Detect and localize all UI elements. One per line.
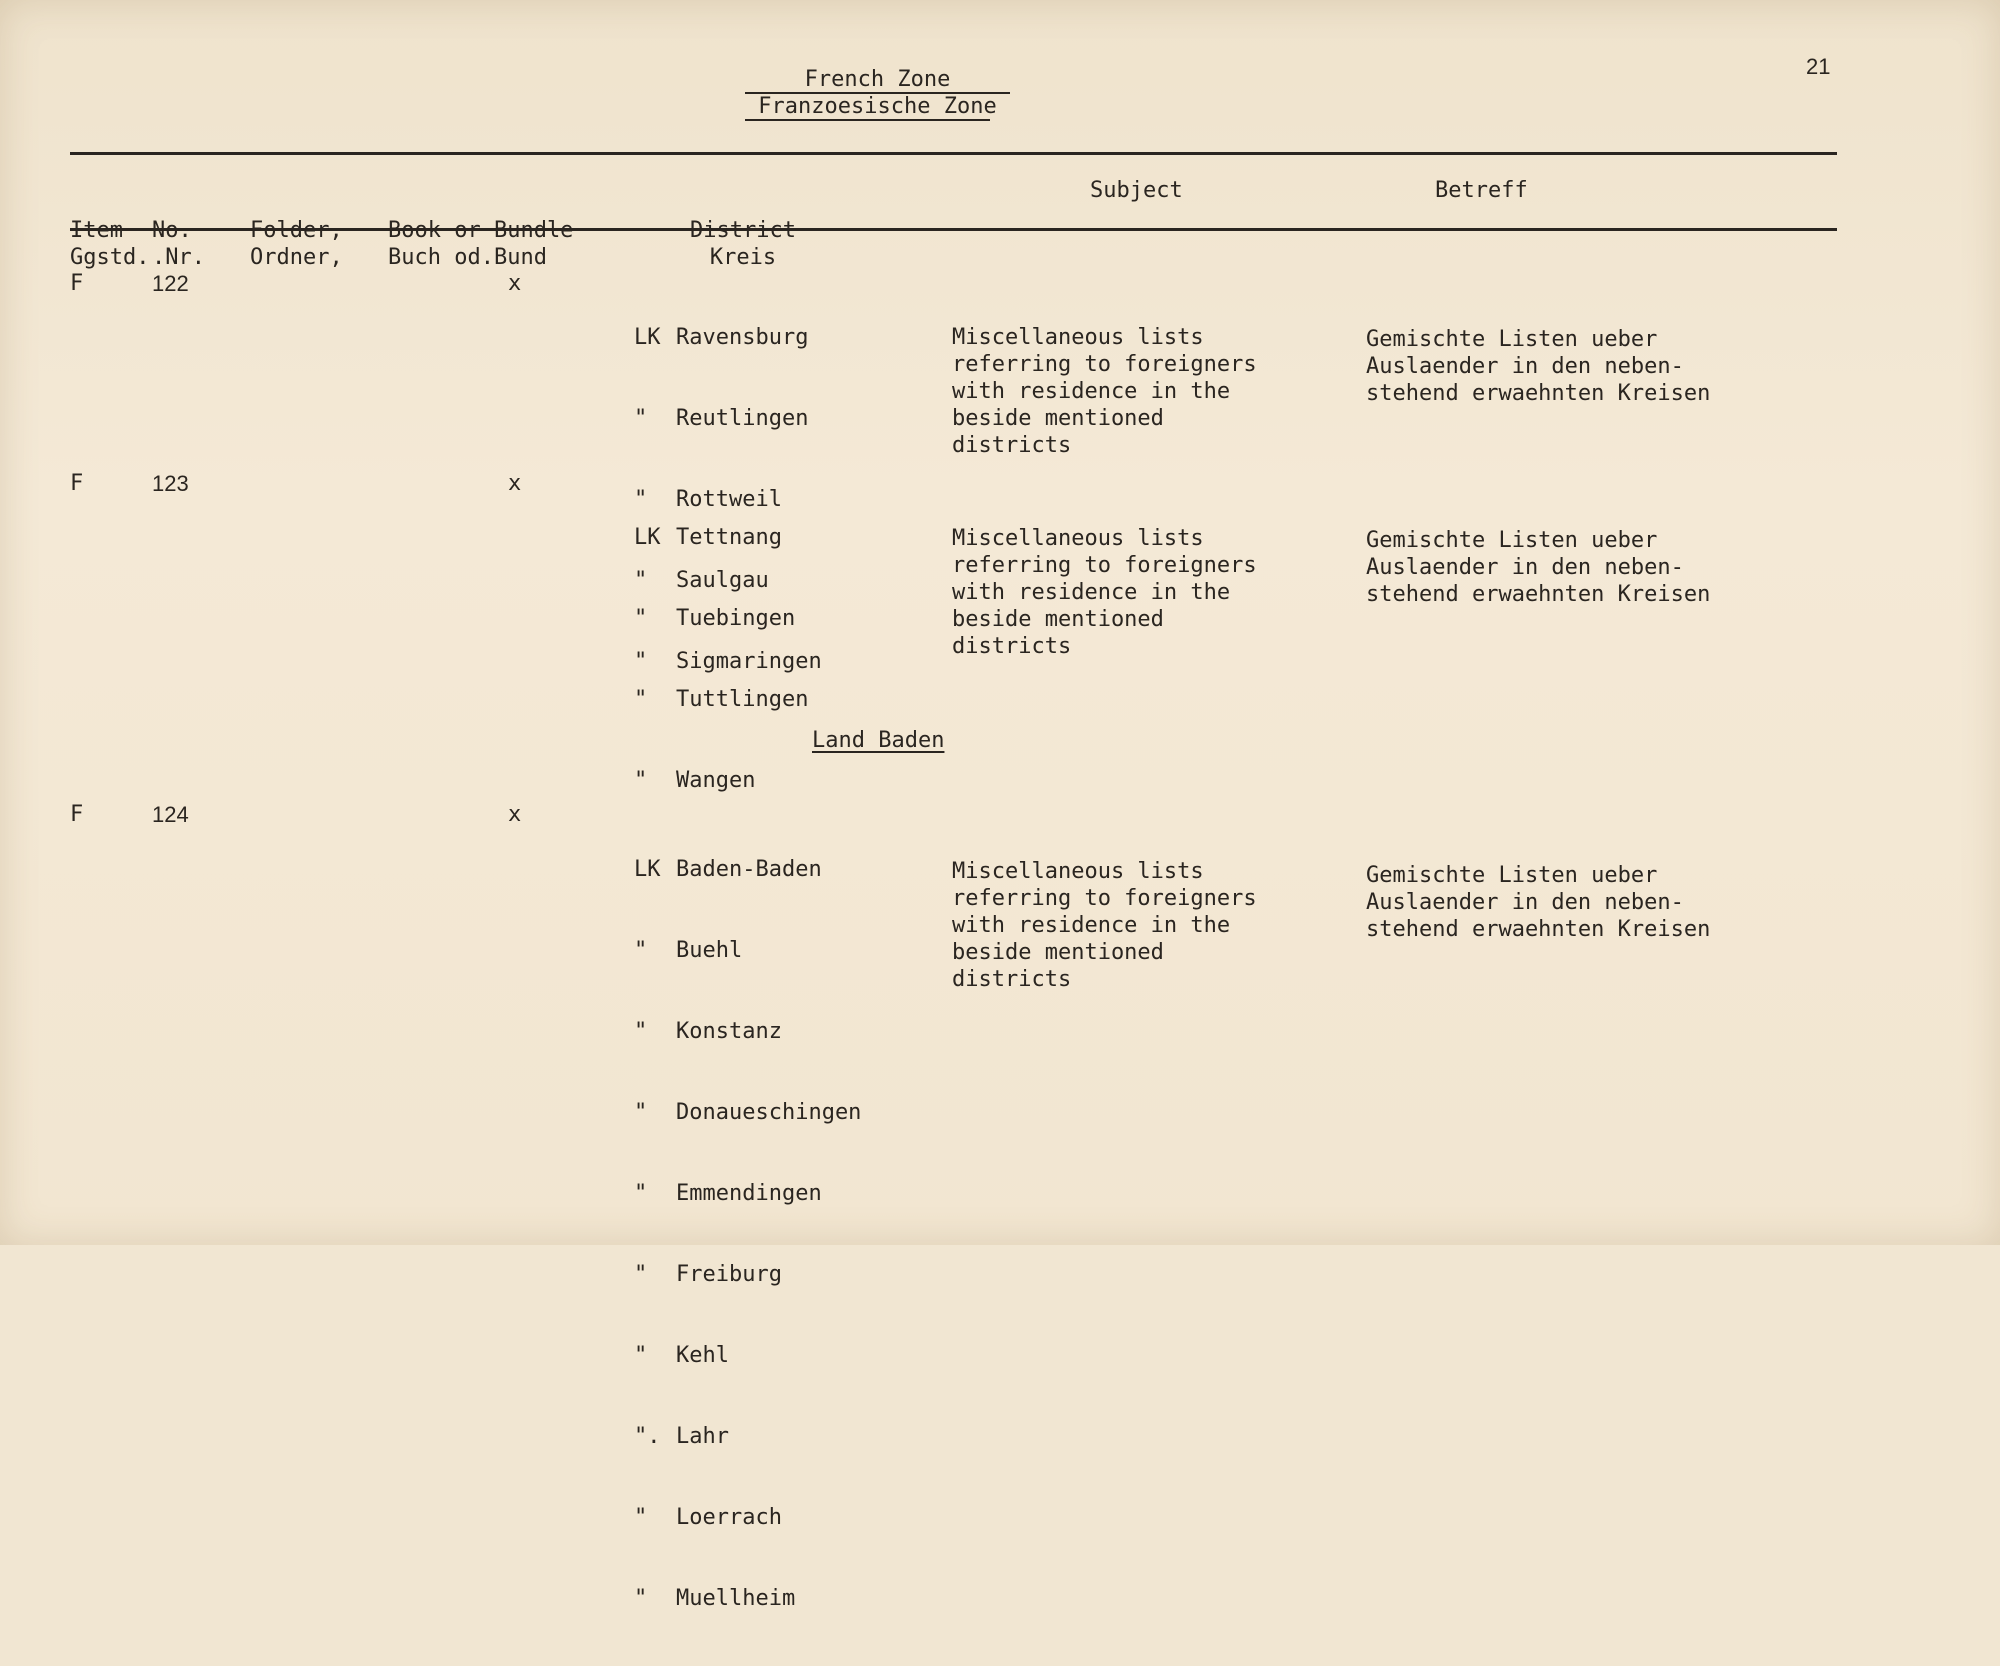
district-line: " Tuebingen [634, 606, 796, 631]
row-123-betreff: Gemischte Listen ueber Auslaender in den neben- stehend erwaehnten Kreisen [1366, 528, 1711, 607]
district-line: " Loerrach [634, 1505, 782, 1530]
district-line: " Saulgau [634, 568, 769, 593]
district-line: " Reutlingen [634, 406, 809, 431]
row-122-no: 122 [152, 271, 189, 296]
row-123-districts [634, 470, 808, 848]
district-line: " Buehl [634, 938, 743, 963]
header-rule-top [70, 152, 1837, 155]
row-124-item: F [70, 802, 84, 827]
district-line: LK Tettnang [634, 525, 782, 550]
row-124-book-mark: x [508, 802, 522, 827]
district-line: " Muellheim [634, 1586, 796, 1611]
district-line: " Donaueschingen [634, 1100, 862, 1125]
district-line: " Tuttlingen [634, 687, 809, 712]
header-item: Ggstd. [70, 245, 150, 270]
header-book: Buch od.Bund [388, 245, 547, 270]
district-line: ". Lahr [634, 1424, 729, 1449]
row-124-subject: Miscellaneous lists referring to foreigners with residence in the beside mentioned districts [952, 859, 1257, 992]
header-no: .Nr. [152, 245, 205, 270]
row-122-book-mark: x [508, 271, 522, 296]
header-district: Kreis [709, 245, 777, 270]
district-line: " Freiburg [634, 1262, 782, 1287]
row-123-book-mark: x [508, 471, 522, 496]
district-line: " Wangen [634, 768, 756, 793]
row-124-betreff: Gemischte Listen ueber Auslaender in den neben- stehend erwaehnten Kreisen [1366, 863, 1711, 942]
row-124-no: 124 [152, 802, 189, 827]
row-124-districts [634, 802, 861, 1666]
row-122-subject: Miscellaneous lists referring to foreigners with residence in the beside mentioned districts [952, 325, 1257, 458]
district-line: " Emmendingen [634, 1181, 822, 1206]
district-line: LK Baden-Baden [634, 857, 822, 882]
zone-title-de: Franzoesische Zone [758, 94, 997, 119]
header-folder: Ordner, [250, 245, 343, 270]
section-title-land-baden: Land Baden [812, 728, 945, 753]
district-line: " Kehl [634, 1343, 729, 1368]
row-122-item: F [70, 271, 84, 296]
header-rule-bottom [70, 228, 1837, 231]
header-subject: Subject [1090, 178, 1183, 203]
row-123-no: 123 [152, 471, 189, 496]
row-122-betreff: Gemischte Listen ueber Auslaender in den neben- stehend erwaehnten Kreisen [1366, 327, 1711, 406]
district-line: " Konstanz [634, 1019, 782, 1044]
zone-title-en: French Zone [804, 67, 951, 92]
header-betreff: Betreff [1435, 178, 1528, 203]
district-line: " Rottweil [634, 487, 782, 512]
title-underline-2 [745, 119, 990, 121]
district-line: " Sigmaringen [634, 649, 822, 674]
page-number: 21 [1806, 54, 1831, 79]
row-123-subject: Miscellaneous lists referring to foreigners with residence in the beside mentioned districts [952, 526, 1257, 659]
row-123-item: F [70, 471, 84, 496]
district-line: LK Ravensburg [634, 325, 809, 350]
